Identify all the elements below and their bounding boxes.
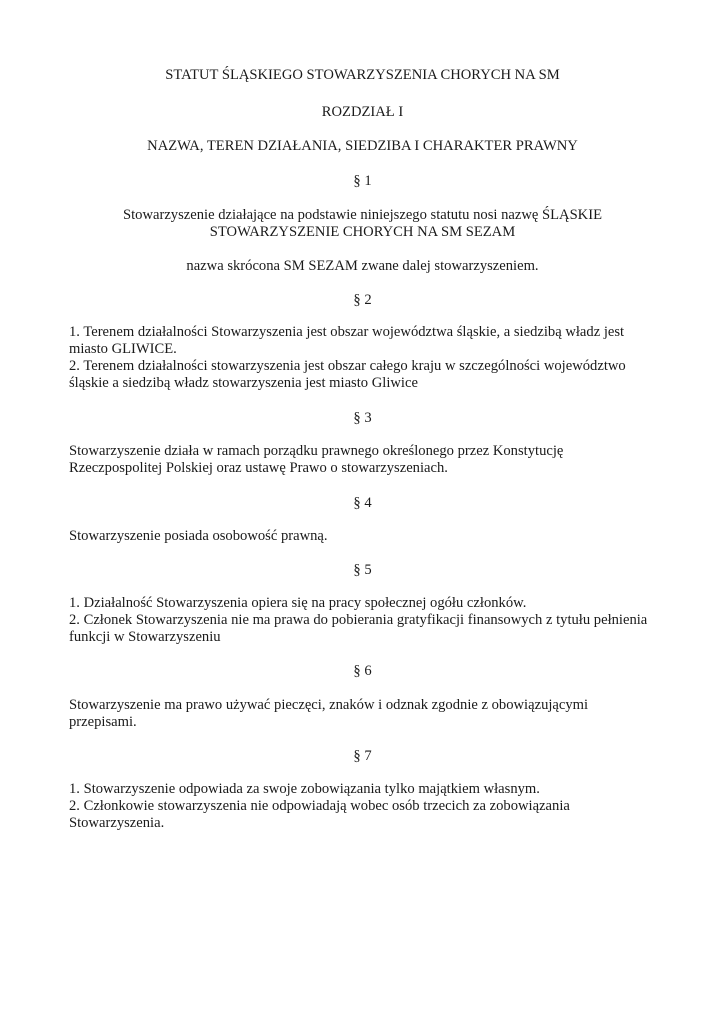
section-7-point-2-line-1: 2. Członkowie stowarzyszenia nie odpowiadają wobec osób trzecich za zobowiązania bbox=[69, 798, 570, 814]
section-7-point-2-line-2: Stowarzyszenia. bbox=[69, 815, 165, 831]
document-title: STATUT ŚLĄSKIEGO STOWARZYSZENIA CHORYCH NA SM bbox=[165, 67, 560, 83]
section-1-line-1: Stowarzyszenie działające na podstawie niniejszego statutu nosi nazwę ŚLĄSKIE bbox=[122, 207, 602, 223]
chapter-heading: ROZDZIAŁ I bbox=[321, 104, 404, 120]
section-6-line-2: przepisami. bbox=[69, 714, 137, 730]
section-3-line-2: Rzeczpospolitej Polskiej oraz ustawę Prawo o stowarzyszeniach. bbox=[69, 460, 448, 476]
section-4-heading: § 4 bbox=[353, 495, 372, 511]
section-2-point-2-line-1: 2. Terenem działalności stowarzyszenia jest obszar całego kraju w szczególności województwo bbox=[69, 358, 626, 374]
section-5-heading: § 5 bbox=[353, 562, 372, 578]
section-7-point-1-line-1: 1. Stowarzyszenie odpowiada za swoje zobowiązania tylko majątkiem własnym. bbox=[69, 781, 540, 797]
section-2-point-2-line-2: śląskie a siedzibą władz stowarzyszenia jest miasto Gliwice bbox=[69, 375, 418, 391]
section-5-point-2-line-2: funkcji w Stowarzyszeniu bbox=[69, 629, 221, 645]
section-5-point-1-line-1: 1. Działalność Stowarzyszenia opiera się na pracy społecznej ogółu członków. bbox=[69, 595, 527, 611]
section-7-heading: § 7 bbox=[353, 748, 372, 764]
section-1-heading: § 1 bbox=[353, 173, 372, 189]
chapter-title: NAZWA, TEREN DZIAŁANIA, SIEDZIBA I CHARAKTER PRAWNY bbox=[147, 138, 578, 154]
section-4-line-1: Stowarzyszenie posiada osobowość prawną. bbox=[69, 528, 328, 544]
section-5-point-2-line-1: 2. Członek Stowarzyszenia nie ma prawa do pobierania gratyfikacji finansowych z tytułu pełnienia bbox=[69, 612, 648, 628]
section-2-heading: § 2 bbox=[353, 292, 372, 308]
section-1-short-name: nazwa skrócona SM SEZAM zwane dalej stowarzyszeniem. bbox=[186, 258, 539, 274]
section-2-point-1-line-1: 1. Terenem działalności Stowarzyszenia jest obszar województwa śląskie, a siedzibą władz jest bbox=[69, 324, 625, 340]
section-3-line-1: Stowarzyszenie działa w ramach porządku prawnego określonego przez Konstytucję bbox=[69, 443, 564, 459]
section-6-heading: § 6 bbox=[353, 663, 372, 679]
section-3-heading: § 3 bbox=[353, 410, 372, 426]
section-6-line-1: Stowarzyszenie ma prawo używać pieczęci, znaków i odznak zgodnie z obowiązującymi bbox=[69, 697, 589, 713]
section-1-line-2: STOWARZYSZENIE CHORYCH NA SM SEZAM bbox=[209, 224, 516, 240]
section-2-point-1-line-2: miasto GLIWICE. bbox=[69, 341, 177, 357]
